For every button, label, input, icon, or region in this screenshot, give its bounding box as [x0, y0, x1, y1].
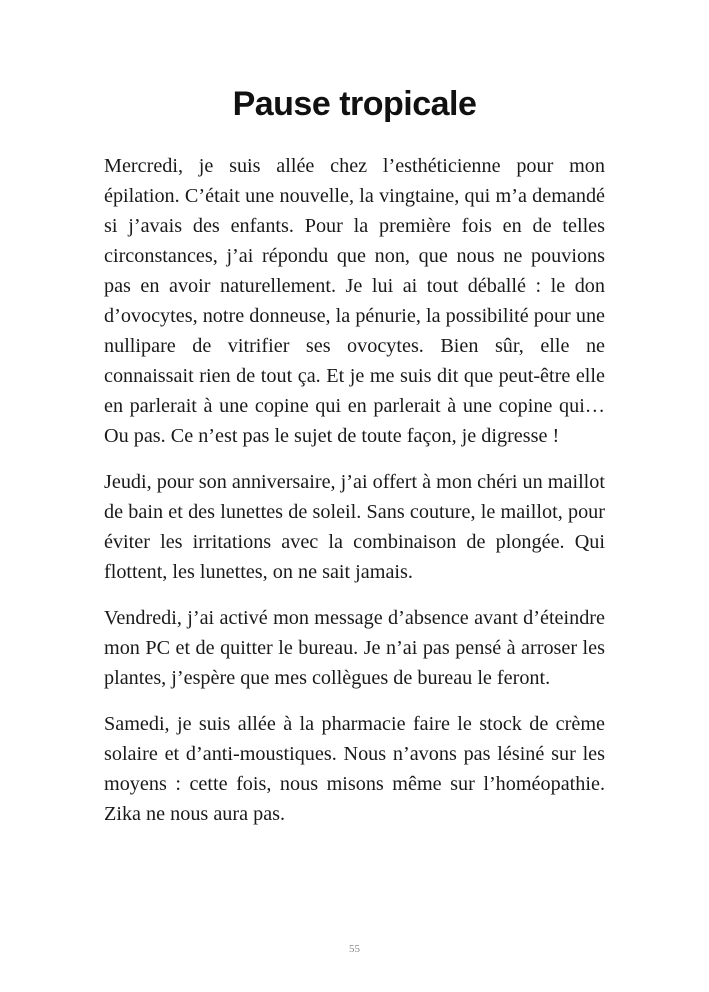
paragraph-saturday: Samedi, je suis allée à la pharmacie faire le stock de crème solaire et d’anti-moustiques. Nous n’avons pas lésiné sur les moyens : cette fois, nous misons même sur l’homéopathie. Zika ne nous aura pas. — [104, 713, 605, 825]
page-number: 55 — [349, 943, 360, 955]
paragraph-thursday: Jeudi, pour son anniversaire, j’ai offert à mon chéri un maillot de bain et des lunettes de soleil. Sans couture, le maillot, pour éviter les irritations avec la combinaison de plongée. Qui flottent, les lunettes, on ne sait jamais. — [104, 471, 605, 583]
chapter-title: Pause tropicale — [232, 85, 477, 123]
paragraph-wednesday: Mercredi, je suis allée chez l’esthéticienne pour mon épilation. C’était une nouvelle, la vingtaine, qui m’a demandé si j’avais des enfants. Pour la première fois en de telles circonstances, j’ai répondu que non, que nous ne pouvions pas en avoir naturellement. Je lui ai tout déballé : le don d’ovocytes, notre donneuse, la pénurie, la possibilité pour une nullipare de vitrifier ses ovocytes. Bien sûr, elle ne connaissait rien de tout ça. Et je me suis dit que peut-être elle en parlerait à une copine qui en parlerait à une copine qui… Ou pas. Ce n’est pas le sujet de toute façon, je digresse ! — [104, 155, 605, 447]
book-page — [104, 0, 605, 992]
paragraph-friday: Vendredi, j’ai activé mon message d’absence avant d’éteindre mon PC et de quitter le bureau. Je n’ai pas pensé à arroser les plantes, j’espère que mes collègues de bureau le feront. — [104, 607, 605, 689]
chapter-body — [104, 151, 605, 845]
